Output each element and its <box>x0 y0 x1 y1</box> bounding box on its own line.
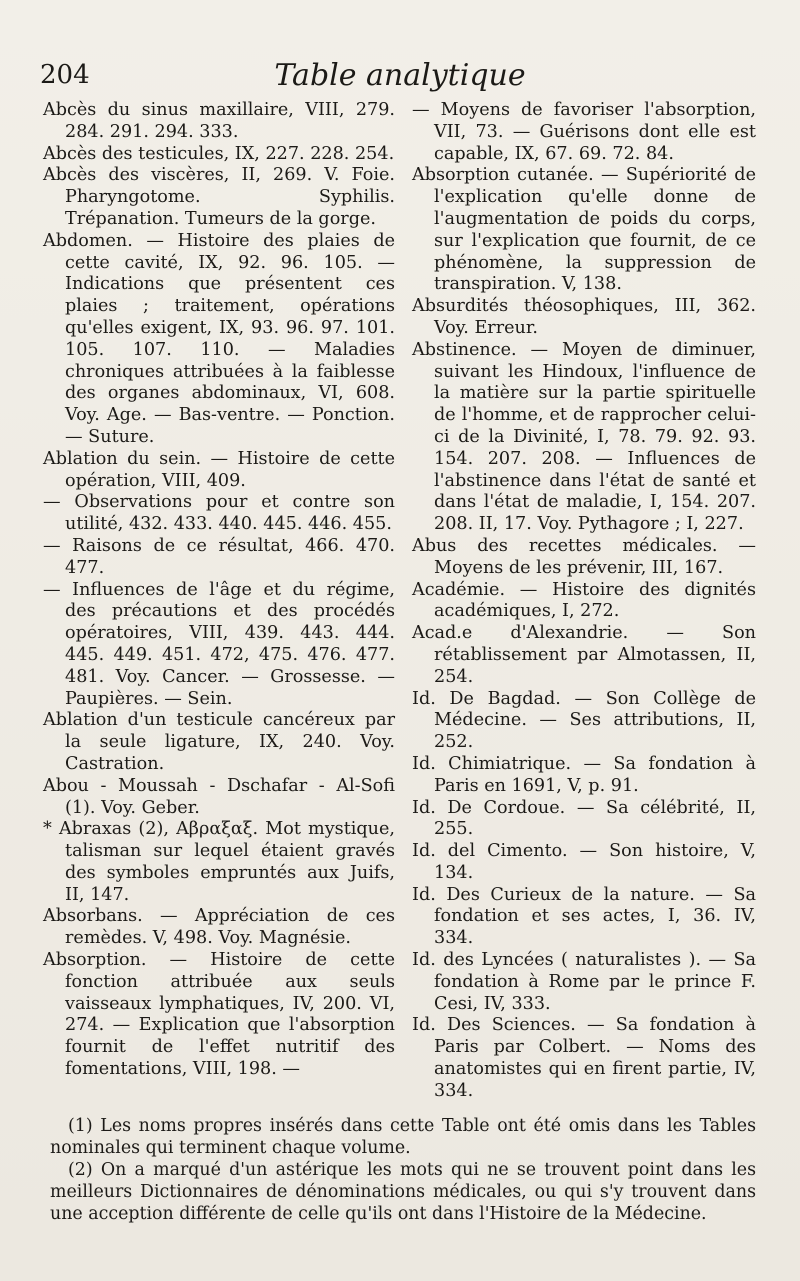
index-entry: — Observations pour et contre son utilité, 432. 433. 440. 445. 446. 455. <box>43 492 395 535</box>
index-entry: Id. del Cimento. — Son histoire, V, 134. <box>412 841 756 883</box>
index-entry: Abstinence. — Moyen de diminuer, suivant les Hindoux, l'influence de la matière sur la partie spirituelle de l'homme, et de rapprocher celui-ci de la Divinité, I, 78. 79. 92. 93. 154. 207. 208. — Influences de l'abstinence dans l'état de santé et dans l'état de maladie, I, 154. 207. 208. II, 17. Voy. Pythagore ; I, 227. <box>412 339 756 535</box>
page-header <box>40 58 760 98</box>
left-column <box>43 100 395 1081</box>
index-entry: * Abraxas (2), Αβραξαξ. Mot mystique, talisman sur lequel étaient gravés des symboles empruntés aux Juifs, II, 147. <box>43 819 395 905</box>
index-entry: Id. De Cordoue. — Sa célébrité, II, 255. <box>412 797 756 840</box>
index-entry: Id. De Bagdad. — Son Collège de Médecine. — Ses attributions, II, 252. <box>412 688 756 753</box>
index-entry: Abcès des viscères, II, 269. V. Foie. Pharyngotome. Syphilis. Trépanation. Tumeurs de la gorge. <box>43 165 395 229</box>
right-column <box>412 100 756 1103</box>
index-entry: — Influences de l'âge et du régime, des précautions et des procédés opératoires, VIII, 439. 443. 444. 445. 449. 451. 472, 475. 476. 477. 481. Voy. Cancer. — Grossesse. — Paupières. — Sein. <box>43 579 395 709</box>
index-entry: Abdomen. — Histoire des plaies de cette cavité, IX, 92. 96. 105. — Indications que présentent ces plaies ; traitement, opérations qu'elles exigent, IX, 93. 96. 97. 101. 105. 107. 110. — Maladies chroniques attribuées à la faiblesse des organes abdominaux, VI, 608. Voy. Age. — Bas-ventre. — Ponction. — Suture. <box>43 230 395 447</box>
index-entry: Absorption cutanée. — Supériorité de l'explication qu'elle donne de l'augmentation de poids du corps, sur l'explication que fournit, de ce phénomène, la suppression de transpiration. V, 138. <box>412 165 756 295</box>
footnotes <box>50 1115 756 1225</box>
index-entry: Absurdités théosophiques, III, 362. Voy. Erreur. <box>412 296 756 338</box>
index-entry: Ablation du sein. — Histoire de cette opération, VIII, 409. <box>43 448 395 491</box>
index-entry: Acad.e d'Alexandrie. — Son rétablissement par Almotassen, II, 254. <box>412 623 756 687</box>
index-entry: — Moyens de favoriser l'absorption, VII, 73. — Guérisons dont elle est capable, IX, 67. 69. 72. 84. <box>412 100 756 164</box>
index-entry: Id. Chimiatrique. — Sa fondation à Paris en 1691, V, p. 91. <box>412 753 756 796</box>
footnote: (2) On a marqué d'un astérique les mots qui ne se trouvent point dans les meilleurs Dictionnaires de dénominations médicales, ou qui s'y trouvent dans une acception différente de celle qu'ils ont dans l'Histoire de la Médecine. <box>50 1160 756 1224</box>
index-entry: Abou - Moussah - Dschafar - Al-Sofi (1). Voy. Geber. <box>43 775 395 818</box>
index-entry: Id. Des Curieux de la nature. — Sa fondation et ses actes, I, 36. IV, 334. <box>412 884 756 949</box>
index-entry: Abus des recettes médicales. — Moyens de les prévenir, III, 167. <box>412 535 756 578</box>
index-entry: Id. Des Sciences. — Sa fondation à Paris par Colbert. — Noms des anatomistes qui en firent partie, IV, 334. <box>412 1015 756 1101</box>
index-entry: Académie. — Histoire des dignités académiques, I, 272. <box>412 579 756 622</box>
page-number: 204 <box>40 60 90 90</box>
index-entry: Abcès du sinus maxillaire, VIII, 279. 284. 291. 294. 333. <box>43 100 395 142</box>
index-entry: Absorbans. — Appréciation de ces remèdes. V, 498. Voy. Magnésie. <box>43 906 395 949</box>
index-entry: Ablation d'un testicule cancéreux par la seule ligature, IX, 240. Voy. Castration. <box>43 710 395 774</box>
index-entry: — Raisons de ce résultat, 466. 470. 477. <box>43 535 395 578</box>
running-title: Table analytique <box>274 58 526 93</box>
index-entry: Id. des Lyncées ( naturalistes ). — Sa fondation à Rome par le prince F. Cesi, IV, 333. <box>412 950 756 1014</box>
index-entry: Abcès des testicules, IX, 227. 228. 254. <box>43 143 395 164</box>
footnote: (1) Les noms propres insérés dans cette Table ont été omis dans les Tables nominales qui terminent chaque volume. <box>50 1116 756 1158</box>
index-entry: Absorption. — Histoire de cette fonction attribuée aux seuls vaisseaux lymphatiques, IV, 200. VI, 274. — Explication que l'absorption fournit de l'effet nutritif des fomentations, VIII, 198. — <box>43 950 395 1080</box>
